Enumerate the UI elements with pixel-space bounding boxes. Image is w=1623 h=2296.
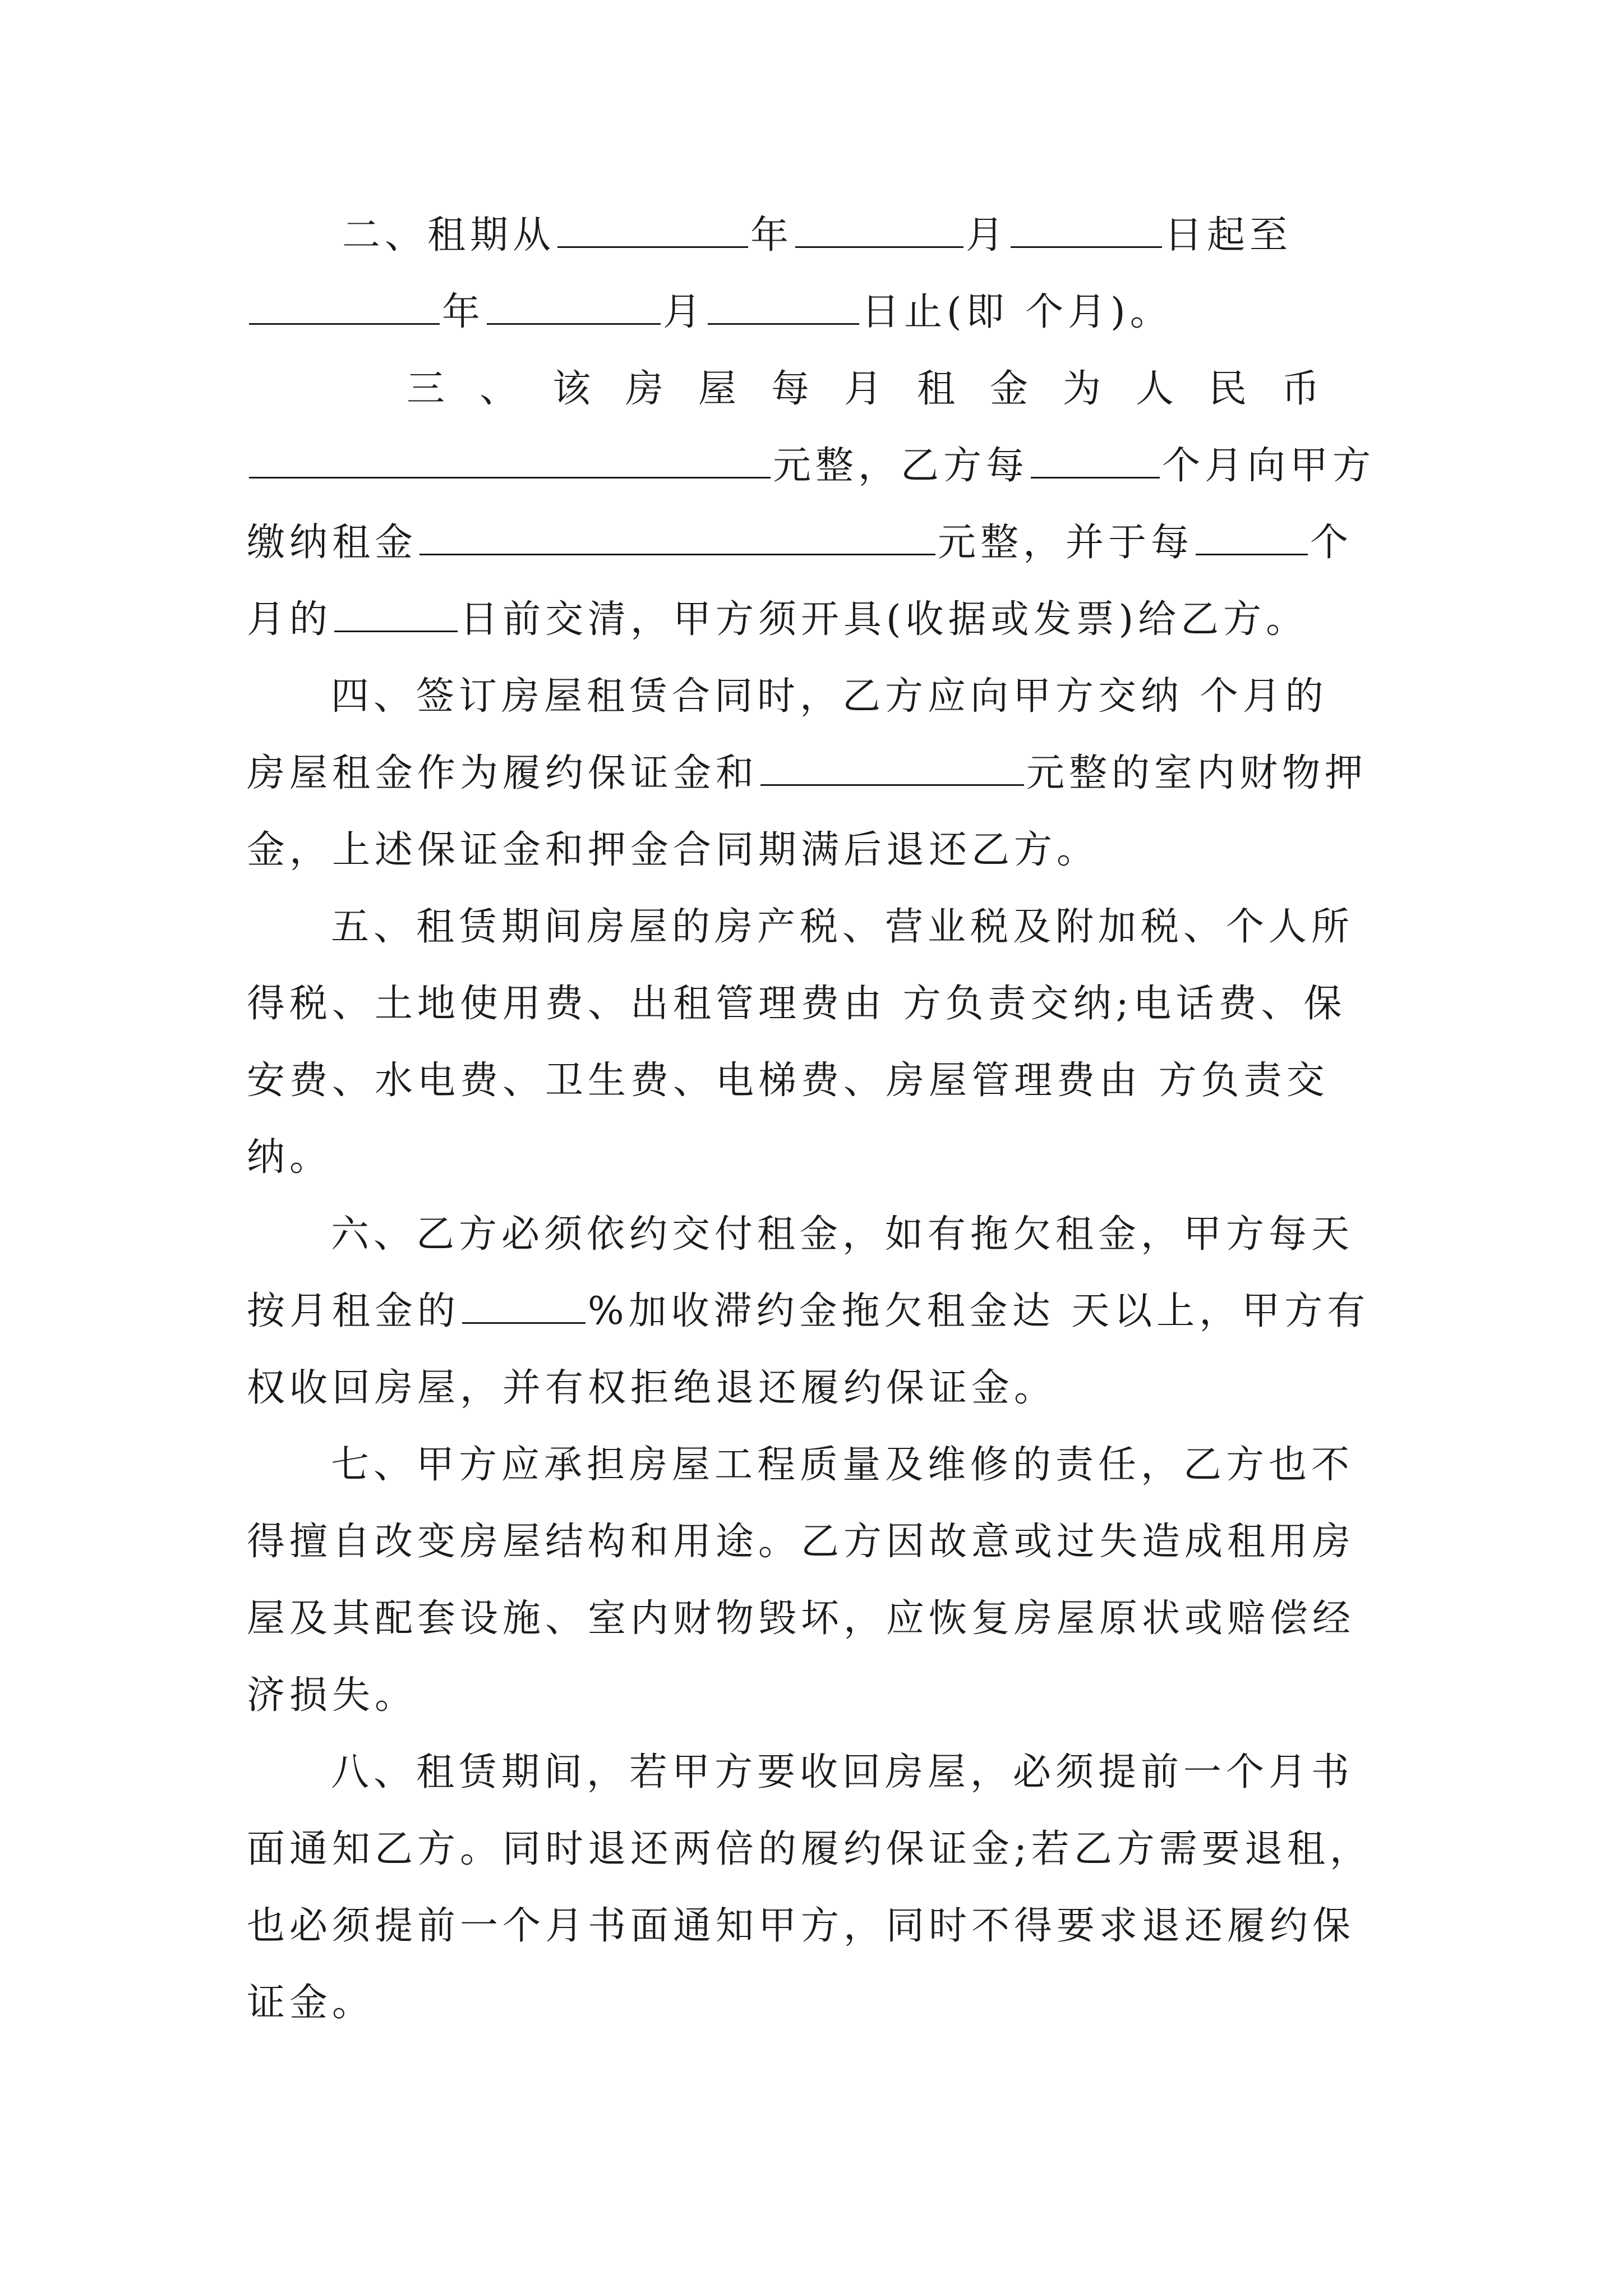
clause-7-line-4 [247, 1668, 417, 1724]
text: 证金。 [247, 1981, 375, 2025]
text: 六、乙方必须依约交付租金，如有拖欠租金，甲方每天 [331, 1212, 1354, 1257]
clause-2-line-1 [342, 208, 1292, 264]
blank-field [487, 286, 661, 325]
text: 个 [1310, 521, 1353, 565]
clause-8-line-2 [247, 1821, 1372, 1878]
text: 缴纳租金 [247, 521, 418, 565]
text: 日止(即 个月)。 [861, 290, 1173, 334]
clause-6-line-1 [331, 1207, 1354, 1263]
blank-field [462, 1285, 585, 1324]
clause-8-line-3 [247, 1898, 1355, 1954]
clause-7-line-3 [247, 1591, 1355, 1647]
text: 八、租赁期间，若甲方要收回房屋，必须提前一个月书 [331, 1750, 1354, 1795]
text: 七、甲方应承担房屋工程质量及维修的责任，乙方也不 [331, 1443, 1354, 1487]
text: 纳。 [247, 1135, 333, 1180]
text: 元整的室内财物押 [1026, 751, 1368, 795]
clause-4-line-1 [331, 669, 1328, 725]
clause-4-line-3 [247, 822, 1099, 878]
text: 房屋租金作为履约保证金和 [247, 751, 759, 795]
text: 年 [442, 290, 485, 334]
text: 屋及其配套设施、室内财物毁坏，应恢复房屋原状或赔偿经 [247, 1596, 1355, 1641]
clause-5-line-2 [247, 976, 1347, 1032]
clause-3-line-2 [247, 438, 1375, 494]
text: 日起至 [1164, 213, 1293, 257]
text: 得擅自改变房屋结构和用途。乙方因故意或过失造成租用房 [247, 1520, 1355, 1564]
clause-7-line-1 [331, 1437, 1354, 1493]
blank-field [249, 440, 771, 478]
clause-6-line-2 [247, 1283, 1370, 1340]
text: %加收滞约金拖欠租金达 天以上，甲方有 [588, 1289, 1370, 1333]
clause-4-line-2 [247, 746, 1367, 802]
text: 元整，并于每 [938, 521, 1194, 565]
text: 月 [663, 290, 706, 334]
clause-3-line-1 [407, 361, 1354, 417]
text: 济损失。 [247, 1673, 418, 1718]
blank-field [249, 286, 440, 325]
text: 五、租赁期间房屋的房产税、营业税及附加税、个人所 [331, 905, 1354, 949]
clause-5-line-1 [331, 899, 1354, 955]
text: 安费、水电费、卫生费、电梯费、房屋管理费由 方负责交 [247, 1059, 1329, 1103]
blank-field [334, 593, 458, 632]
text: 二、租期从 [342, 213, 556, 257]
blank-field [419, 517, 935, 555]
text: 日前交清，甲方须开具(收据或发票)给乙方。 [460, 597, 1309, 642]
text: 金，上述保证金和押金合同期满后退还乙方。 [247, 828, 1100, 872]
text: 月的 [247, 597, 333, 642]
clause-8-line-4 [247, 1975, 375, 2031]
clause-5-line-4 [247, 1130, 332, 1186]
clause-3-line-4 [247, 592, 1308, 648]
text: 也必须提前一个月书面通知甲方，同时不得要求退还履约保 [247, 1904, 1355, 1948]
blank-field [708, 286, 859, 325]
text: 个月向甲方 [1162, 444, 1376, 488]
blank-field [760, 747, 1024, 786]
clause-7-line-2 [247, 1514, 1355, 1570]
text: 月 [966, 213, 1009, 257]
text: 元整，乙方每 [773, 444, 1029, 488]
clause-5-line-3 [247, 1053, 1329, 1109]
text: 按月租金的 [247, 1289, 460, 1333]
text: 面通知乙方。同时退还两倍的履约保证金;若乙方需要退租， [247, 1827, 1372, 1871]
clause-2-line-2 [247, 284, 1173, 341]
clause-8-line-1 [331, 1745, 1354, 1801]
text: 得税、土地使用费、出租管理费由 方负责交纳;电话费、保 [247, 982, 1347, 1026]
blank-field [557, 209, 748, 248]
text: 三、该房屋每月租金为人民币 [407, 367, 1355, 411]
blank-field [1196, 517, 1308, 555]
text: 权收回房屋，并有权拒绝退还履约保证金。 [247, 1366, 1057, 1410]
blank-field [1031, 440, 1160, 478]
text: 四、签订房屋租赁合同时，乙方应向甲方交纳 个月的 [331, 674, 1328, 719]
clause-6-line-3 [247, 1360, 1057, 1416]
text: 年 [750, 213, 794, 257]
blank-field [795, 209, 963, 248]
blank-field [1011, 209, 1162, 248]
clause-3-line-3 [247, 515, 1353, 571]
